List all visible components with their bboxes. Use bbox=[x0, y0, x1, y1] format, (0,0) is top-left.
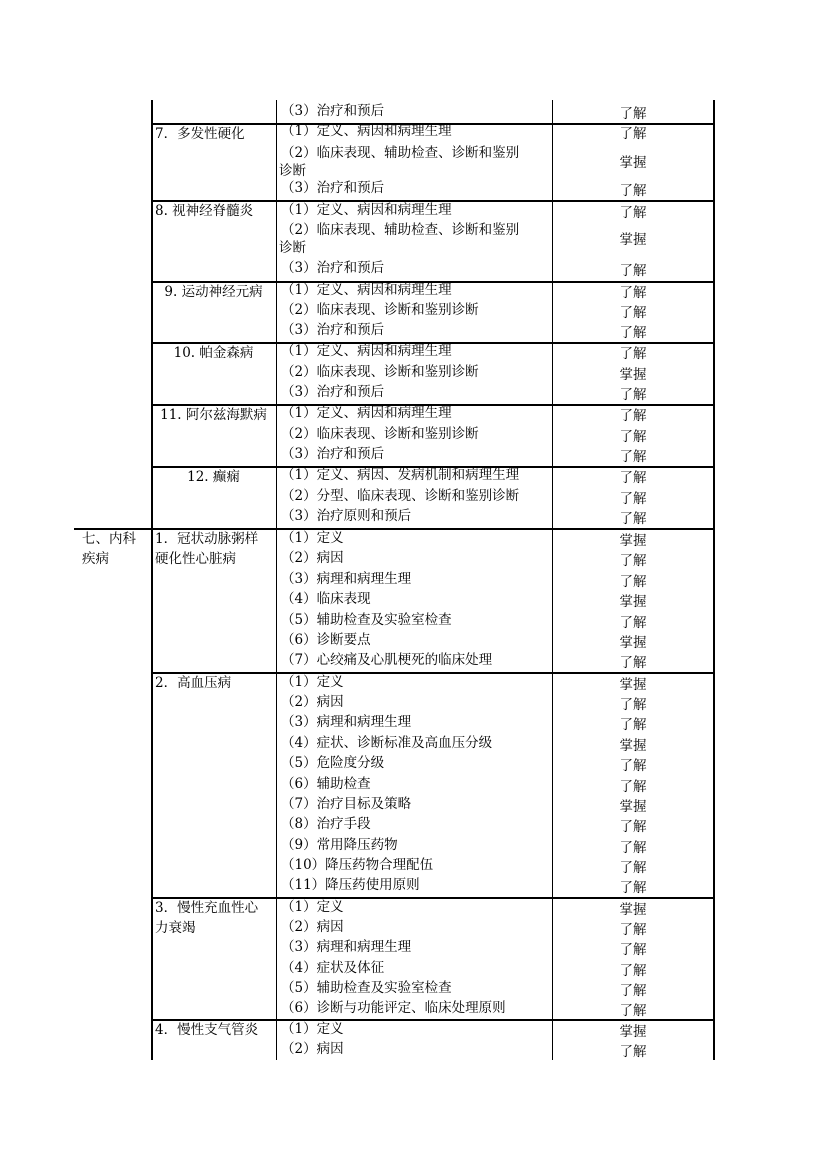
section-title: 疾病 bbox=[82, 551, 109, 567]
item-text: （1）定义 bbox=[281, 530, 344, 546]
row-separator bbox=[74, 528, 715, 530]
mastery-level: 掌握 bbox=[619, 902, 647, 918]
item-text: （3）治疗和预后 bbox=[281, 180, 385, 196]
item-text: 诊断 bbox=[279, 163, 306, 179]
mastery-level: 了解 bbox=[619, 819, 647, 835]
item-text: （1）定义、病因和病理生理 bbox=[281, 343, 452, 359]
mastery-level: 了解 bbox=[619, 840, 647, 856]
item-text: （1）定义 bbox=[281, 899, 344, 915]
item-text: （3）病理和病理生理 bbox=[281, 571, 412, 587]
row-separator bbox=[151, 897, 715, 899]
item-text: （3）治疗和预后 bbox=[281, 103, 385, 119]
item-text: （5）危险度分级 bbox=[281, 755, 385, 771]
item-text: （3）病理和病理生理 bbox=[281, 714, 412, 730]
item-text: （6）诊断与功能评定、临床处理原则 bbox=[281, 1000, 506, 1016]
item-text: （9）常用降压药物 bbox=[281, 837, 398, 853]
mastery-level: 了解 bbox=[619, 983, 647, 999]
disease-name: 11. 阿尔兹海默病 bbox=[160, 407, 267, 423]
mastery-level: 掌握 bbox=[619, 232, 647, 248]
item-text: （2）分型、临床表现、诊断和鉴别诊断 bbox=[281, 488, 520, 504]
item-text: （2）病因 bbox=[281, 550, 344, 566]
item-text: 诊断 bbox=[279, 240, 306, 256]
disease-name: 1．冠状动脉粥样 bbox=[155, 531, 259, 547]
item-text: （8）治疗手段 bbox=[281, 816, 371, 832]
mastery-level: 了解 bbox=[619, 758, 647, 774]
item-text: （5）辅助检查及实验室检查 bbox=[281, 980, 452, 996]
disease-name: 3．慢性充血性心 bbox=[155, 900, 259, 916]
mastery-level: 了解 bbox=[619, 1003, 647, 1019]
mastery-level: 了解 bbox=[619, 470, 647, 486]
mastery-level: 了解 bbox=[619, 697, 647, 713]
item-text: （4）症状、诊断标准及高血压分级 bbox=[281, 735, 493, 751]
disease-name: 8. 视神经脊髓炎 bbox=[155, 203, 254, 219]
item-text: （3）治疗和预后 bbox=[281, 384, 385, 400]
item-text: （1）定义、病因和病理生理 bbox=[281, 202, 452, 218]
mastery-level: 了解 bbox=[619, 491, 647, 507]
item-text: （7）治疗目标及策略 bbox=[281, 796, 412, 812]
item-text: （1）定义 bbox=[281, 1021, 344, 1037]
mastery-level: 了解 bbox=[619, 205, 647, 221]
mastery-level: 了解 bbox=[619, 346, 647, 362]
item-text: （3）治疗和预后 bbox=[281, 322, 385, 338]
mastery-level: 掌握 bbox=[619, 1024, 647, 1040]
item-text: （2）临床表现、诊断和鉴别诊断 bbox=[281, 426, 479, 442]
item-text: （2）病因 bbox=[281, 1041, 344, 1057]
mastery-level: 掌握 bbox=[619, 533, 647, 549]
item-text: （2）病因 bbox=[281, 919, 344, 935]
mastery-level: 了解 bbox=[619, 860, 647, 876]
item-text: （1）定义、病因和病理生理 bbox=[281, 282, 452, 298]
item-text: （10）降压药物合理配伍 bbox=[281, 857, 434, 873]
mastery-level: 了解 bbox=[619, 126, 647, 142]
mastery-level: 了解 bbox=[619, 717, 647, 733]
mastery-level: 了解 bbox=[619, 880, 647, 896]
item-text: （11）降压药使用原则 bbox=[281, 877, 420, 893]
disease-name: 7．多发性硬化 bbox=[155, 126, 245, 142]
mastery-level: 掌握 bbox=[619, 594, 647, 610]
item-text: （7）心绞痛及心肌梗死的临床处理 bbox=[281, 652, 493, 668]
mastery-level: 了解 bbox=[619, 263, 647, 279]
mastery-level: 了解 bbox=[619, 449, 647, 465]
item-text: （6）辅助检查 bbox=[281, 776, 371, 792]
row-separator bbox=[151, 1019, 715, 1021]
item-text: （3）治疗和预后 bbox=[281, 446, 385, 462]
disease-name: 力衰竭 bbox=[155, 920, 196, 936]
disease-name: 12. 癫痫 bbox=[187, 469, 240, 485]
item-text: （3）病理和病理生理 bbox=[281, 939, 412, 955]
mastery-level: 掌握 bbox=[619, 677, 647, 693]
mastery-level: 了解 bbox=[619, 655, 647, 671]
section-title: 七、内科 bbox=[82, 531, 136, 547]
mastery-level: 了解 bbox=[619, 429, 647, 445]
item-text: （4）临床表现 bbox=[281, 591, 371, 607]
mastery-level: 了解 bbox=[619, 922, 647, 938]
mastery-level: 了解 bbox=[619, 305, 647, 321]
mastery-level: 掌握 bbox=[619, 635, 647, 651]
item-text: （2）临床表现、辅助检查、诊断和鉴别 bbox=[281, 222, 520, 238]
disease-name: 9. 运动神经元病 bbox=[164, 284, 263, 300]
mastery-level: 了解 bbox=[619, 574, 647, 590]
column-line-d bbox=[713, 100, 715, 1060]
column-line-c bbox=[552, 100, 553, 1060]
mastery-level: 了解 bbox=[619, 779, 647, 795]
mastery-level: 了解 bbox=[619, 1044, 647, 1060]
mastery-level: 掌握 bbox=[619, 738, 647, 754]
mastery-level: 了解 bbox=[619, 942, 647, 958]
mastery-level: 掌握 bbox=[619, 155, 647, 171]
mastery-level: 了解 bbox=[619, 285, 647, 301]
item-text: （2）临床表现、诊断和鉴别诊断 bbox=[281, 302, 479, 318]
disease-name: 10. 帕金森病 bbox=[173, 345, 254, 361]
item-text: （3）治疗和预后 bbox=[281, 260, 385, 276]
row-separator bbox=[151, 672, 715, 674]
item-text: （2）病因 bbox=[281, 694, 344, 710]
item-text: （2）临床表现、辅助检查、诊断和鉴别 bbox=[281, 145, 520, 161]
mastery-level: 了解 bbox=[619, 183, 647, 199]
item-text: （4）症状及体征 bbox=[281, 960, 385, 976]
item-text: （1）定义、病因、发病机制和病理生理 bbox=[281, 467, 520, 483]
item-text: （5）辅助检查及实验室检查 bbox=[281, 612, 452, 628]
disease-name: 4．慢性支气管炎 bbox=[155, 1022, 259, 1038]
item-text: （2）临床表现、诊断和鉴别诊断 bbox=[281, 364, 479, 380]
disease-name: 硬化性心脏病 bbox=[155, 551, 236, 567]
mastery-level: 了解 bbox=[619, 408, 647, 424]
item-text: （1）定义 bbox=[281, 674, 344, 690]
item-text: （1）定义、病因和病理生理 bbox=[281, 123, 452, 139]
column-line-b bbox=[276, 100, 277, 1060]
mastery-level: 掌握 bbox=[619, 367, 647, 383]
item-text: （3）治疗原则和预后 bbox=[281, 508, 412, 524]
mastery-level: 了解 bbox=[619, 511, 647, 527]
item-text: （1）定义、病因和病理生理 bbox=[281, 405, 452, 421]
mastery-level: 了解 bbox=[619, 553, 647, 569]
mastery-level: 了解 bbox=[619, 106, 647, 122]
mastery-level: 了解 bbox=[619, 963, 647, 979]
mastery-level: 了解 bbox=[619, 387, 647, 403]
disease-name: 2．高血压病 bbox=[155, 675, 232, 691]
item-text: （6）诊断要点 bbox=[281, 632, 371, 648]
mastery-level: 了解 bbox=[619, 325, 647, 341]
mastery-level: 了解 bbox=[619, 615, 647, 631]
mastery-level: 掌握 bbox=[619, 799, 647, 815]
column-line-a bbox=[151, 100, 153, 1060]
